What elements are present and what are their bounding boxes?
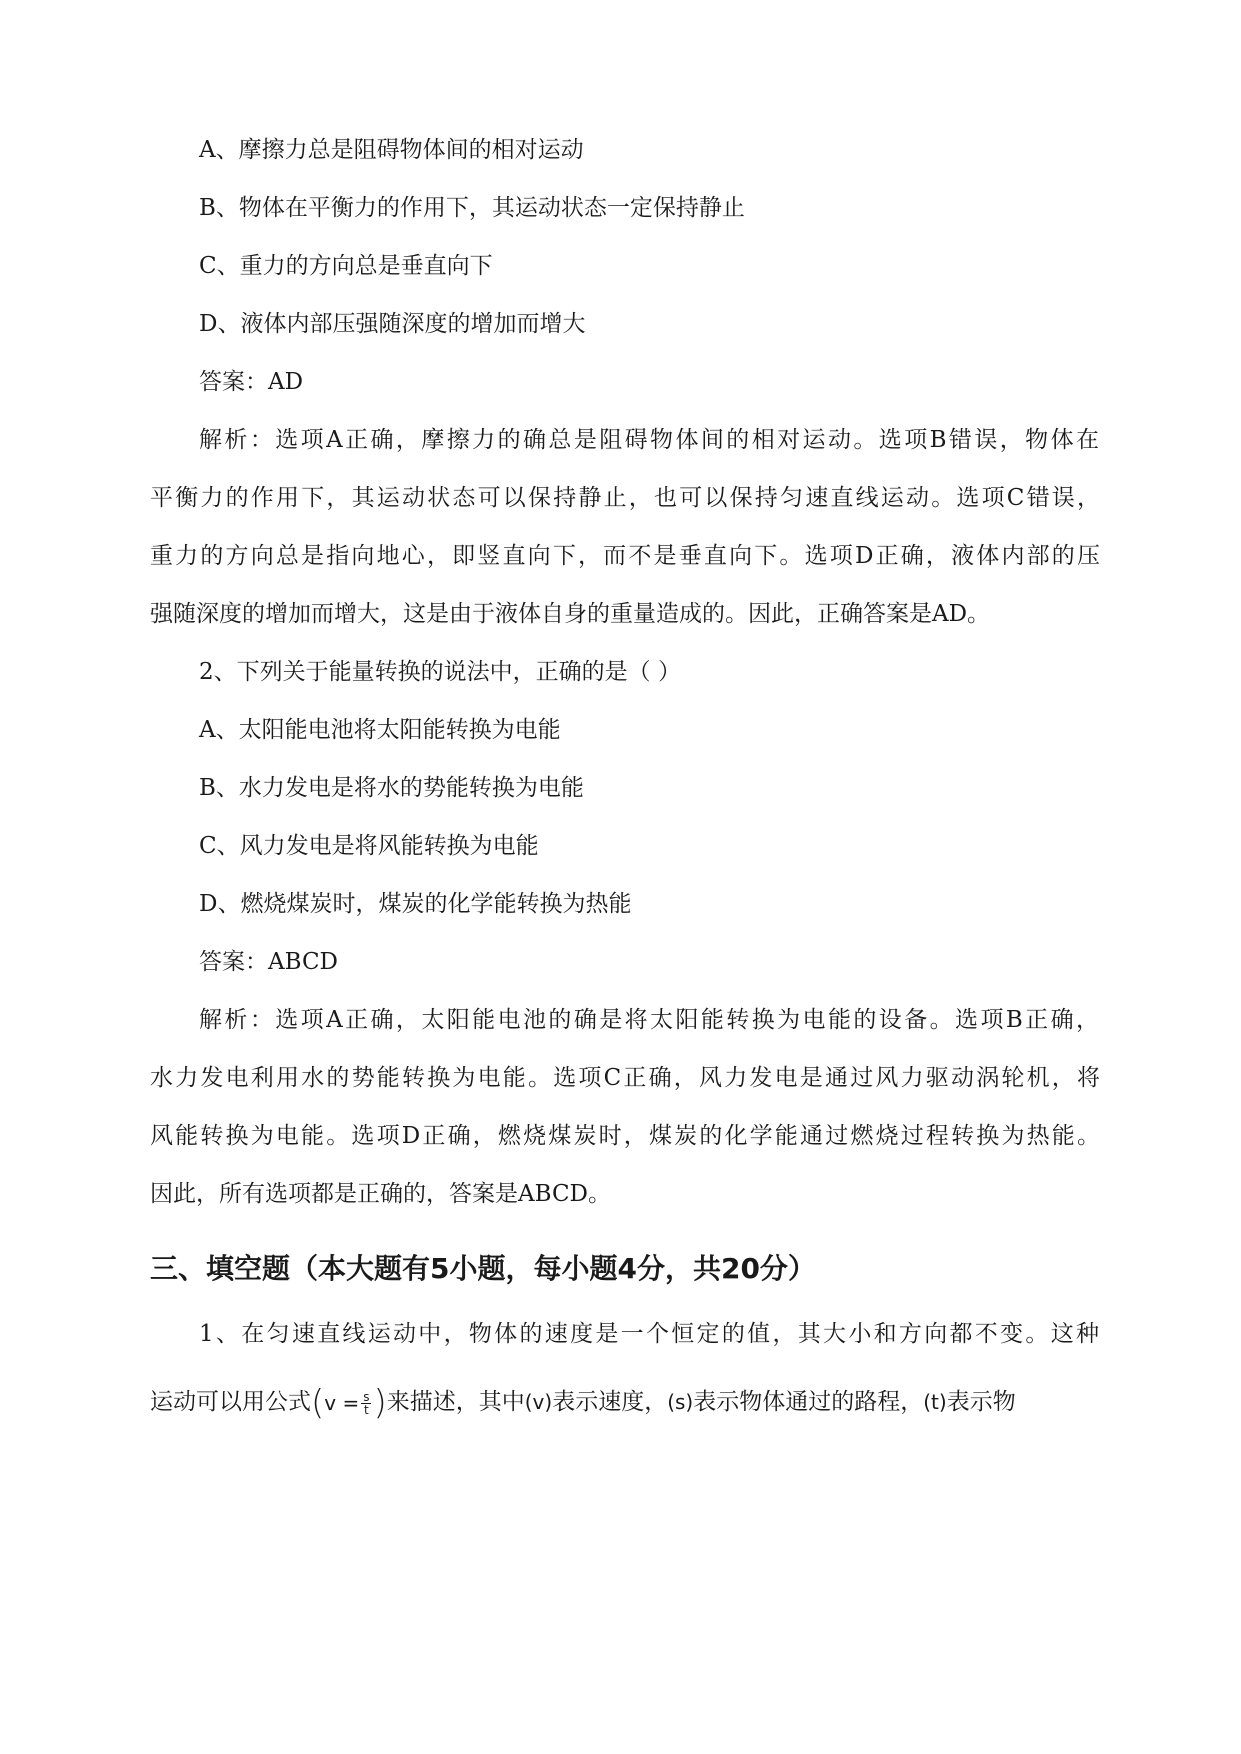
symbol-s: (s): [667, 1390, 694, 1414]
section-3-heading: 三、填空题（本大题有5小题，每小题4分，共20分）: [150, 1252, 816, 1285]
q1-option-c: C、重力的方向总是垂直向下: [199, 253, 493, 279]
q1-analysis-line-1: 解析：选项A正确，摩擦力的确总是阻碍物体间的相对运动。选项B错误，物体在: [199, 427, 1099, 453]
q2-analysis-line-1: 解析：选项A正确，太阳能电池的确是将太阳能转换为电能的设备。选项B正确，: [199, 1007, 1099, 1033]
q2-analysis-line-3: 风能转换为电能。选项D正确，燃烧煤炭时，煤炭的化学能通过燃烧过程转换为热能。: [150, 1123, 1100, 1149]
q1-option-d: D、液体内部压强随深度的增加而增大: [199, 311, 586, 337]
s3-q1-line-2: [150, 1380, 1100, 1424]
q1-option-b: B、物体在平衡力的作用下，其运动状态一定保持静止: [199, 195, 745, 221]
q1-answer: 答案：AD: [199, 369, 304, 395]
q2-option-d: D、燃烧煤炭时，煤炭的化学能转换为热能: [199, 891, 632, 917]
s3-q1-text-pre: 运动可以用公式: [150, 1389, 311, 1415]
q1-analysis-line-2: 平衡力的作用下，其运动状态可以保持静止，也可以保持匀速直线运动。选项C错误，: [150, 485, 1100, 511]
q2-option-c: C、风力发电是将风能转换为电能: [199, 833, 539, 859]
q2-answer: 答案：ABCD: [199, 949, 338, 975]
s3-q1-text-mid3: 表示物体通过的路程，: [693, 1389, 924, 1415]
formula-fraction: [361, 1391, 371, 1416]
formula-denominator: t: [363, 1402, 369, 1417]
s3-q1-line-1: 1、在匀速直线运动中，物体的速度是一个恒定的值，其大小和方向都不变。这种: [199, 1321, 1099, 1347]
q2-option-b: B、水力发电是将水的势能转换为电能: [199, 775, 584, 801]
symbol-v: (v): [524, 1390, 553, 1414]
q1-analysis-line-4: 强随深度的增加而增大，这是由于液体自身的重量造成的。因此，正确答案是AD。: [150, 601, 991, 627]
formula-close-paren: ): [373, 1383, 387, 1423]
q1-option-a: A、摩擦力总是阻碍物体间的相对运动: [199, 137, 584, 163]
symbol-t: (t): [923, 1390, 947, 1414]
q1-analysis-line-3: 重力的方向总是指向地心，即竖直向下，而不是垂直向下。选项D正确，液体内部的压: [150, 543, 1100, 569]
s3-q1-text-mid1: 来描述，其中: [386, 1389, 525, 1415]
q2-option-a: A、太阳能电池将太阳能转换为电能: [199, 717, 561, 743]
formula-open-paren: (: [311, 1383, 325, 1423]
formula-numerator: s: [363, 1389, 370, 1404]
formula-lhs: v =: [324, 1391, 360, 1415]
s3-q1-text-mid2: 表示速度，: [552, 1389, 668, 1415]
q2-analysis-line-4: 因此，所有选项都是正确的，答案是ABCD。: [150, 1181, 611, 1207]
s3-q1-text-end: 表示物: [946, 1389, 1016, 1415]
q2-analysis-line-2: 水力发电利用水的势能转换为电能。选项C正确，风力发电是通过风力驱动涡轮机，将: [150, 1065, 1100, 1091]
q2-stem: 2、下列关于能量转换的说法中，正确的是（ ）: [199, 659, 681, 685]
